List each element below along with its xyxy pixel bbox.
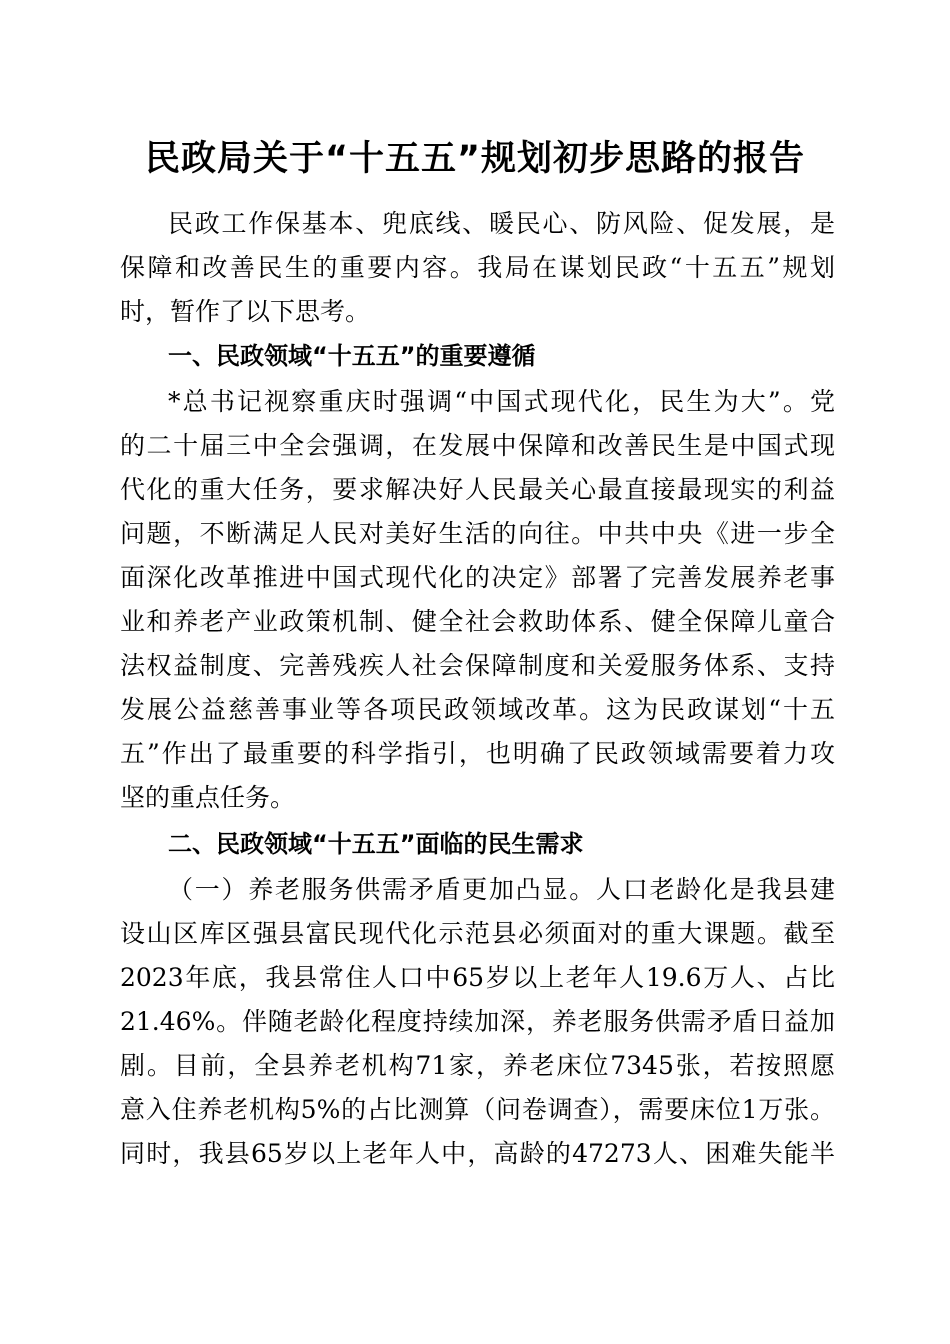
- paragraph-line: 民政工作保基本、兜底线、暖民心、防风险、促发展，是: [168, 209, 835, 238]
- paragraph-line: 剧。目前，全县养老机构71家，养老床位7345张，若按照愿: [120, 1051, 835, 1080]
- paragraph-line: *总书记视察重庆时强调“中国式现代化，民生为大”。党: [168, 387, 835, 416]
- paragraph-line: 面深化改革推进中国式现代化的决定》部署了完善发展养老事: [120, 563, 835, 592]
- paragraph-line: 2023年底，我县常住人口中65岁以上老年人19.6万人、占比: [120, 963, 835, 992]
- paragraph-line: 业和养老产业政策机制、健全社会救助体系、健全保障儿童合: [120, 607, 835, 636]
- paragraph-line: 21.46%。伴随老龄化程度持续加深，养老服务供需矛盾日益加: [120, 1007, 835, 1036]
- section-heading: 一、民政领域“十五五”的重要遵循: [168, 342, 536, 370]
- paragraph-line: 问题，不断满足人民对美好生活的向往。中共中央《进一步全: [120, 519, 835, 548]
- paragraph-line: 的二十届三中全会强调，在发展中保障和改善民生是中国式现: [120, 431, 835, 460]
- paragraph-line: 同时，我县65岁以上老年人中，高龄的47273人、困难失能半: [120, 1139, 835, 1168]
- paragraph-line: 意入住养老机构5%的占比测算（问卷调查），需要床位1万张。: [120, 1095, 835, 1124]
- paragraph-line: 发展公益慈善事业等各项民政领域改革。这为民政谋划“十五: [120, 695, 835, 724]
- paragraph-line: 时，暂作了以下思考。: [120, 297, 371, 326]
- paragraph-line: （一）养老服务供需矛盾更加凸显。人口老龄化是我县建: [168, 875, 835, 904]
- paragraph-line: 保障和改善民生的重要内容。我局在谋划民政“十五五”规划: [120, 253, 835, 282]
- section-heading: 二、民政领域“十五五”面临的民生需求: [168, 830, 584, 858]
- paragraph-line: 坚的重点任务。: [120, 783, 296, 812]
- document-title: 民政局关于“十五五”规划初步思路的报告: [144, 139, 805, 179]
- paragraph-line: 设山区库区强县富民现代化示范县必须面对的重大课题。截至: [120, 919, 835, 948]
- paragraph-line: 代化的重大任务，要求解决好人民最关心最直接最现实的利益: [120, 475, 835, 504]
- paragraph-line: 五”作出了最重要的科学指引，也明确了民政领域需要着力攻: [120, 739, 835, 768]
- paragraph-line: 法权益制度、完善残疾人社会保障制度和关爱服务体系、支持: [120, 651, 835, 680]
